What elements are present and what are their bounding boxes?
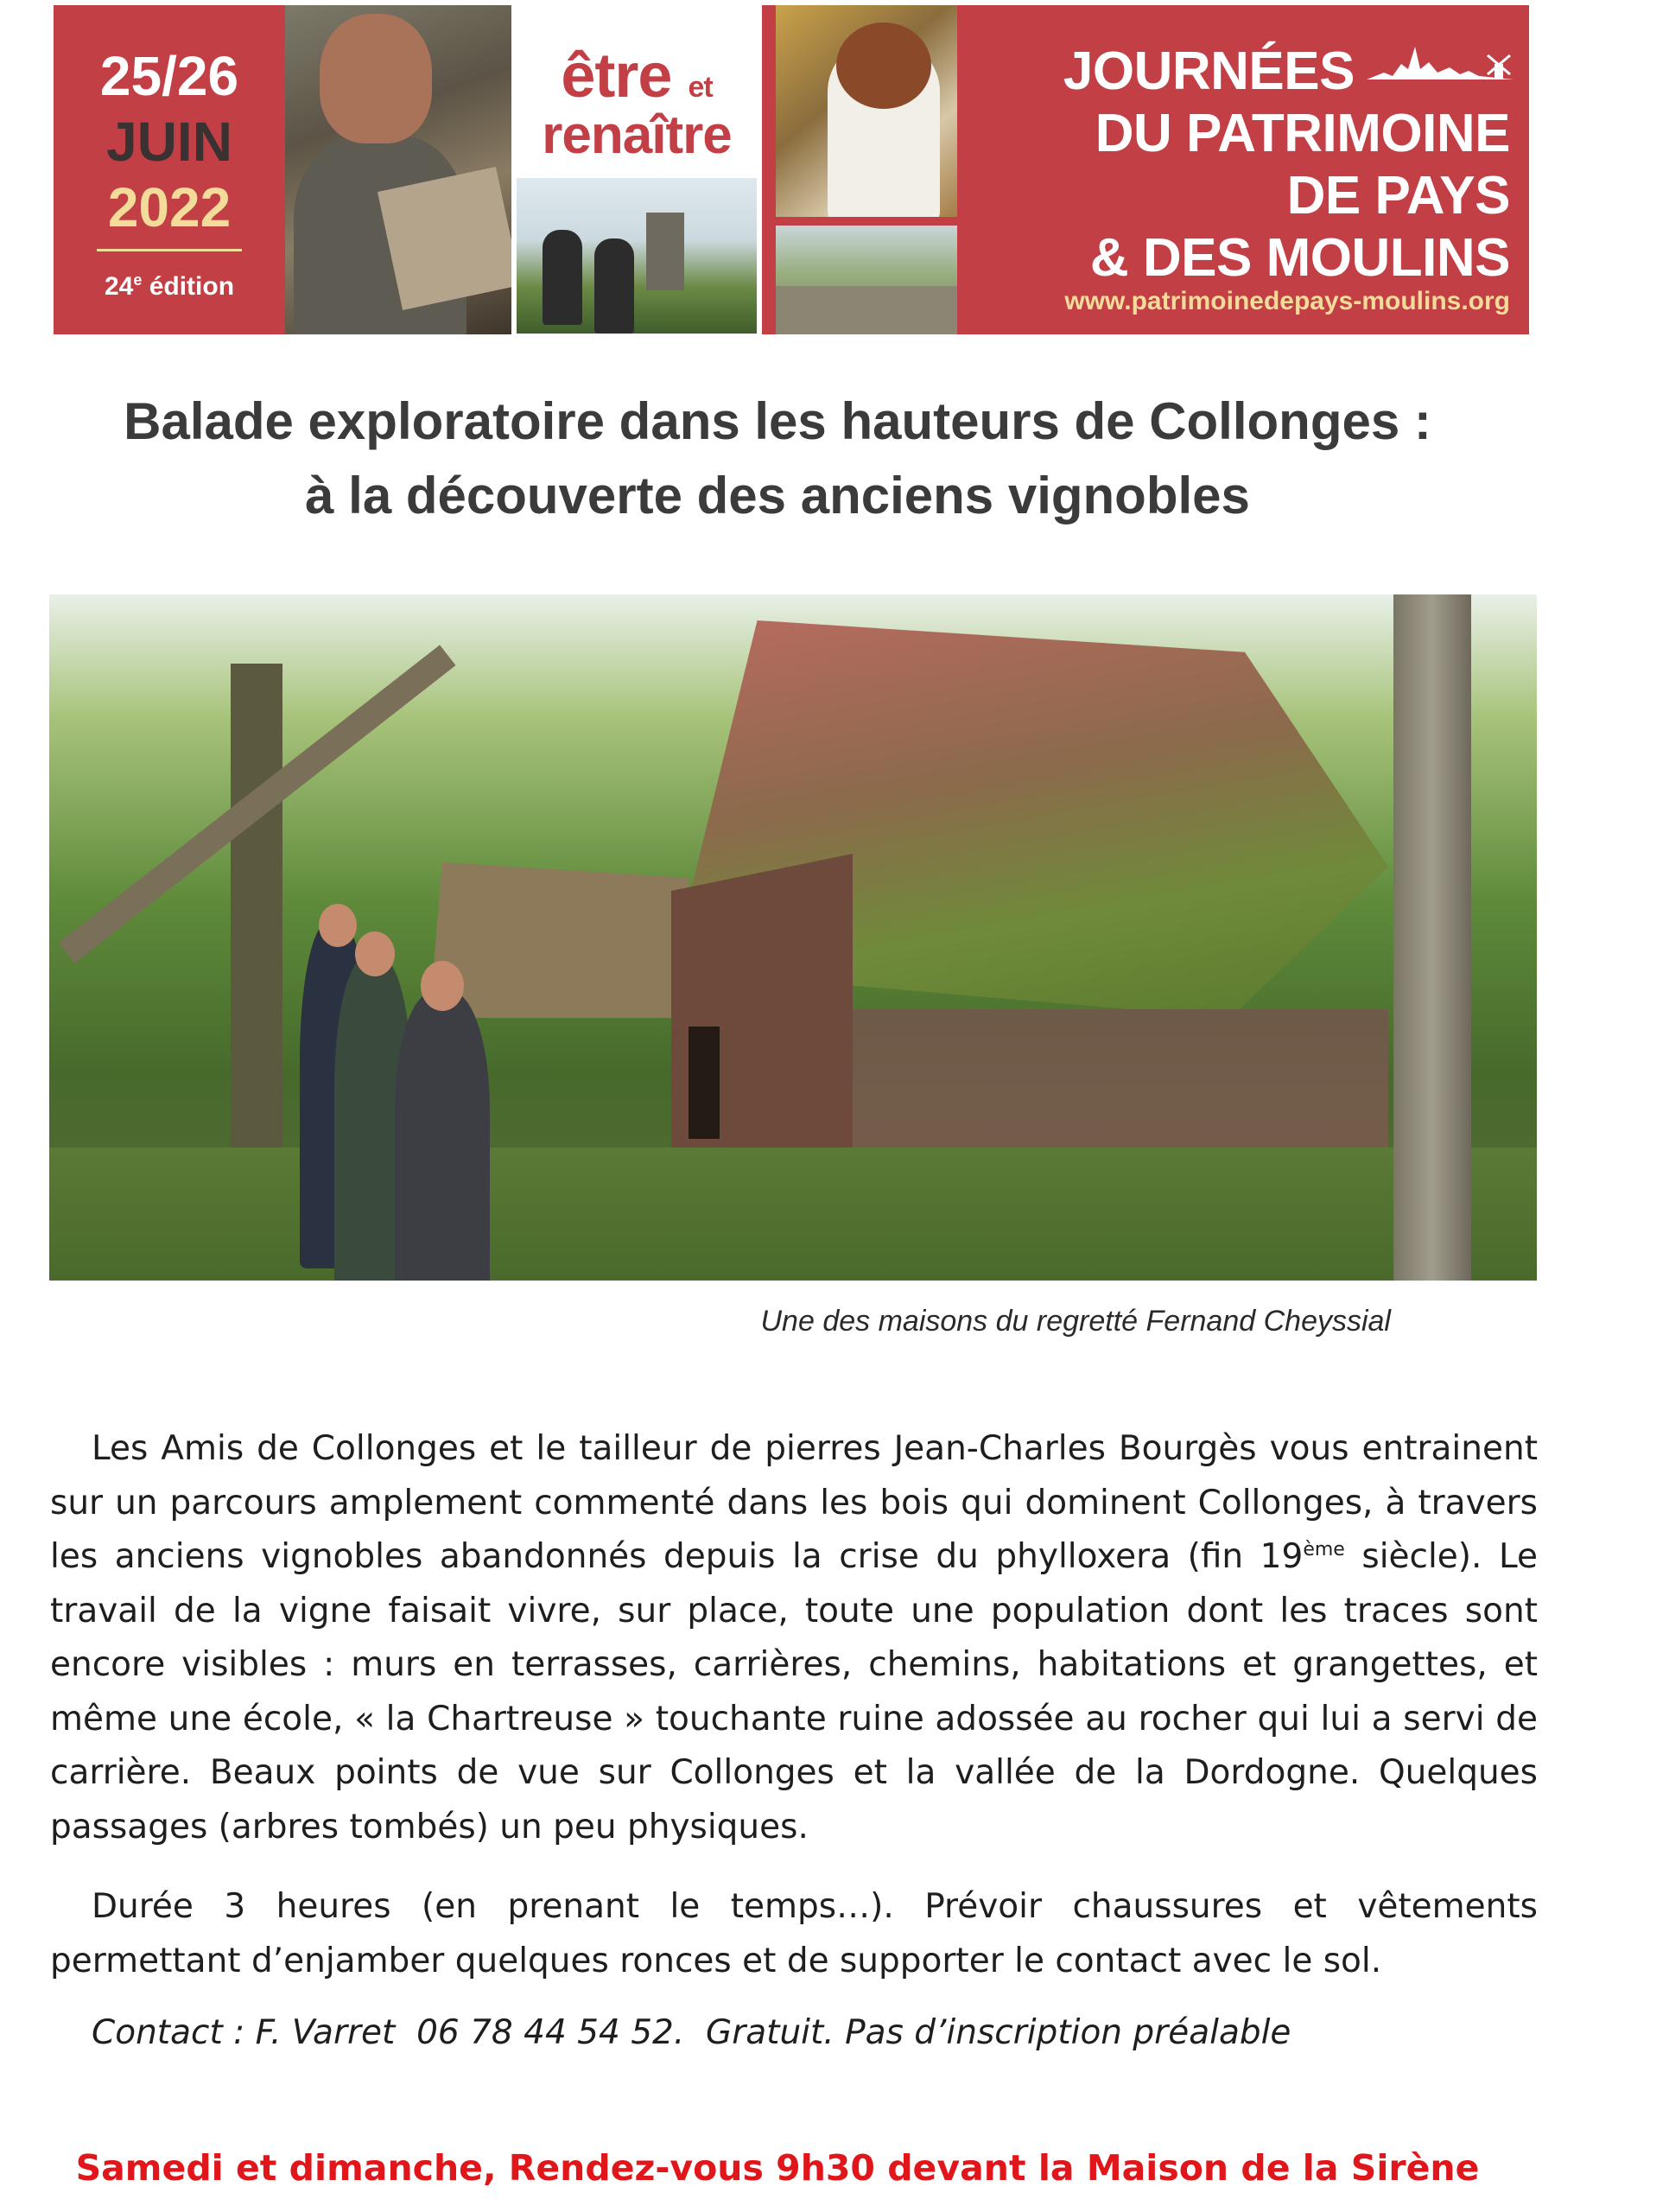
date-month: JUIN xyxy=(106,111,232,173)
edition-suffix: e xyxy=(133,271,143,289)
practical-info-text: Durée 3 heures (en prenant le temps…). Prévoir chaussures et vêtements permettant d’enjamber quelques ronces et de supporter le contact avec le sol. xyxy=(50,1887,1538,1980)
village-windmill-icon xyxy=(1367,38,1514,81)
edition-label xyxy=(54,271,285,302)
description-text-part-1: Les Amis de Collonges et le tailleur de pierres Jean-Charles Bourgès vous entrainent sur un parcours amplement commenté dans les bois qui dominent Collonges, à travers les anciens vignobles abandonnés depuis la crise du phylloxera (fin 19 xyxy=(50,1429,1538,1576)
contact-line: Contact : F. Varret 06 78 44 54 52. Gratuit. Pas d’inscription préalable xyxy=(92,2013,1291,2052)
practical-info-paragraph xyxy=(50,1880,1538,1988)
date-divider xyxy=(97,249,242,251)
banner-photo-restorer xyxy=(776,5,957,217)
date-days: 25/26 xyxy=(99,45,239,107)
title-line-4: & DES MOULINS xyxy=(1089,228,1510,288)
edition-word: édition xyxy=(149,272,235,301)
rendezvous-line: Samedi et dimanche, Rendez-vous 9h30 devant la Maison de la Sirène xyxy=(75,2147,1480,2189)
title-line-1: JOURNÉES xyxy=(1063,41,1355,101)
event-banner xyxy=(54,5,1529,334)
banner-photo-windmill xyxy=(517,178,757,334)
etre-renaitre-logo xyxy=(511,5,762,334)
headline-line-2: à la découverte des anciens vignobles xyxy=(305,467,1250,524)
main-photo-stone-house xyxy=(49,594,1537,1281)
edition-number: 24 xyxy=(104,272,134,301)
logo-etre: être xyxy=(561,41,672,111)
logo-et: et xyxy=(688,71,713,104)
date-year: 2022 xyxy=(107,176,232,238)
description-paragraph xyxy=(50,1422,1538,1854)
banner-photo-stonemason xyxy=(285,5,511,334)
website-url: www.patrimoinedepays-moulins.org xyxy=(1064,287,1510,315)
title-line-2: DU PATRIMOINE xyxy=(1095,104,1510,163)
logo-renaitre: renaître xyxy=(542,105,732,165)
headline-line-1: Balade exploratoire dans les hauteurs de Collonges : xyxy=(124,392,1431,450)
date-block xyxy=(54,5,285,334)
banner-photo-wall-builders xyxy=(776,226,957,334)
photo-caption: Une des maisons du regretté Fernand Cheyssial xyxy=(760,1305,1391,1338)
title-line-3: DE PAYS xyxy=(1286,166,1510,226)
century-superscript: ème xyxy=(1303,1539,1345,1560)
description-text-part-2: siècle). Le travail de la vigne faisait vivre, sur place, toute une population dont les traces sont encore visibles : murs en terrasses, carrières, chemins, habitations et grangettes, et même une école, « la Chartreuse » touchante ruine adossée au rocher qui lui a servi de carrière. Beaux points de vue sur Collonges et la vallée de la Dordogne. Quelques passages (arbres tombés) un peu physiques. xyxy=(50,1537,1538,1847)
logo-line-1 xyxy=(511,41,762,111)
banner-title xyxy=(957,5,1529,334)
